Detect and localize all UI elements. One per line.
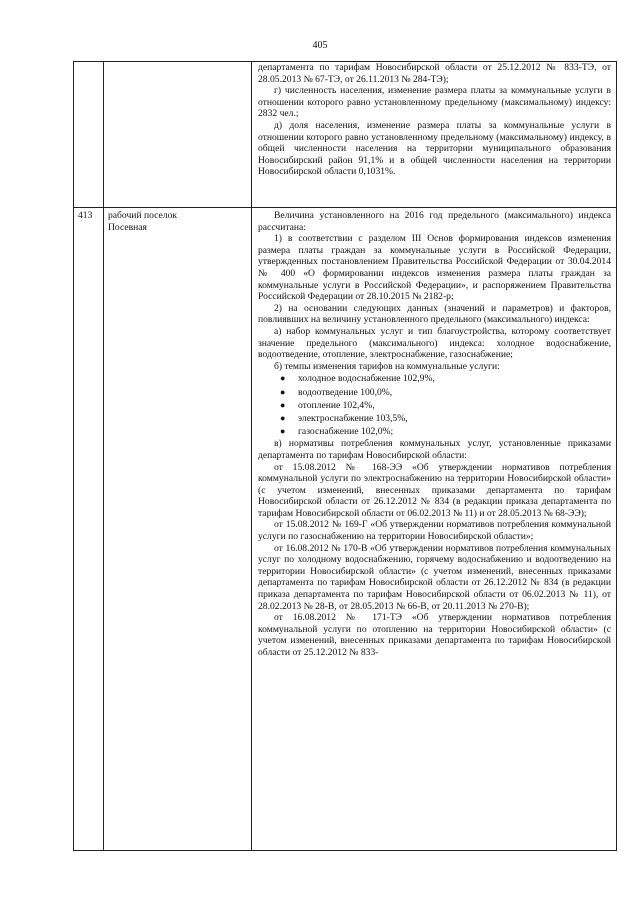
tariff-text: отопление 102,4%, (298, 399, 375, 411)
list-item (280, 412, 611, 425)
tariff-text: водоотведение 100,0%, (298, 386, 393, 398)
paragraph: от 16.08.2012 № 171-ТЭ «Об утверждении нормативов потребления коммунальной услуги по отоплению на территории Новосибирской области» (с учетом изменений, внесенных приказами департамента по тарифам Новосибирской области от 25.12.2012 № 833- (258, 612, 611, 659)
paragraph: от 16.08.2012 № 170-В «Об утверждении нормативов потребления коммунальных услуг по холодному водоснабжению, горячему водоснабжению и водоотведению на территории Новосибирской области» (с учетом изменений, внесенных приказами департамента по тарифам Новосибирской области от 26.12.2012 № 834 (в редакции приказа департамента по тарифам Новосибирской области от 06.02.2013 № 11), от 28.02.2013 № 28-В, от 28.05.2013 № 66-В, от 20.11.2013 № 270-В); (258, 542, 611, 612)
table-row (74, 62, 617, 208)
description-cell (252, 62, 617, 208)
tariff-list (258, 372, 611, 438)
tariff-text: холодное водоснабжение 102,9%, (298, 373, 435, 385)
tariff-text: газоснабжение 102,0%; (298, 426, 394, 438)
bullet-icon: ● (280, 412, 286, 423)
list-item (280, 399, 611, 412)
paragraph: 2) на основании следующих данных (значений и параметров) и факторов, повлиявших на величину установленного предельного (максимального) индекса: (258, 302, 611, 326)
row-number-cell: 413 (74, 208, 104, 851)
table-row (74, 208, 617, 851)
paragraph: б) темпы изменения тарифов на коммунальные услуги: (274, 360, 500, 372)
tariff-text: электроснабжение 103,5%, (298, 412, 408, 424)
bullet-icon: ● (280, 373, 286, 384)
bullet-icon: ● (280, 386, 286, 397)
description-cell (252, 208, 617, 851)
page-number: 405 (312, 40, 328, 51)
settlement-type: рабочий поселок (108, 210, 178, 221)
settlement-name-cell (104, 62, 252, 208)
list-item (280, 372, 611, 385)
paragraph: д) доля населения, изменение размера платы за коммунальные услуги в отношении которого равно установленному предельному (максимальному) индексу, в общей численности населения на территории муниципального образования Новосибирский район 91,1% и в общей численности населения на территории Новосибирской области 0,1031%. (258, 119, 611, 178)
paragraph: от 15.08.2012 № 169-Г «Об утверждении нормативов потребления коммунальной услуги по газоснабжению на территории Новосибирской области»; (258, 519, 611, 543)
paragraph: от 15.08.2012 № 168-ЭЭ «Об утверждении нормативов потребления коммунальной услуги по электроснабжению на территории Новосибирской области» (с учетом изменений, внесенных приказами департамента по тарифам Новосибирской области от 26.12.2012 № 834 (в редакции приказа департамента по тарифам Новосибирской области от 06.02.2013 № 11) и от 28.05.2013 № 68-ЭЭ); (258, 461, 611, 519)
paragraph: в) нормативы потребления коммунальных услуг, установленные приказами департамента по тарифам Новосибирской области: (258, 438, 611, 461)
list-item (280, 425, 611, 438)
bullet-icon: ● (280, 426, 286, 437)
paragraph: 1) в соответствии с разделом III Основ формирования индексов изменения размера платы граждан за коммунальные услуги в Российской Федерации, утвержденных постановлением Правительства Российской Федерации от 30.04.2014 № 400 «О формировании индексов изменения размера платы граждан за коммунальные услуги в Российской Федерации», и распоряжением Правительства Российской Федерации от 28.10.2015 № 2182-р; (258, 233, 611, 303)
paragraph: г) численность населения, изменение размера платы за коммунальные услуги в отношении которого равно установленному предельному (максимальному) индексу: 2832 чел.; (258, 85, 611, 120)
document-table (73, 61, 617, 851)
paragraph: а) набор коммунальных услуг и тип благоустройства, которому соответствует значение предельного (максимального) индекса: холодное водоснабжение, водоотведение, отопление, электроснабжение, газоснабжение; (258, 325, 611, 361)
bullet-icon: ● (280, 399, 286, 410)
paragraph: Величина установленного на 2016 год предельного (максимального) индекса рассчитана: (258, 210, 611, 233)
list-item (280, 386, 611, 399)
settlement-name-cell (104, 208, 252, 851)
paragraph: департамента по тарифам Новосибирской области от 25.12.2012 № 833-ТЭ, от 28.05.2013 № 67-ТЭ, от 26.11.2013 № 284-ТЭ); (258, 62, 611, 85)
settlement-name: Посевная (108, 221, 147, 233)
row-number-cell (74, 62, 104, 208)
